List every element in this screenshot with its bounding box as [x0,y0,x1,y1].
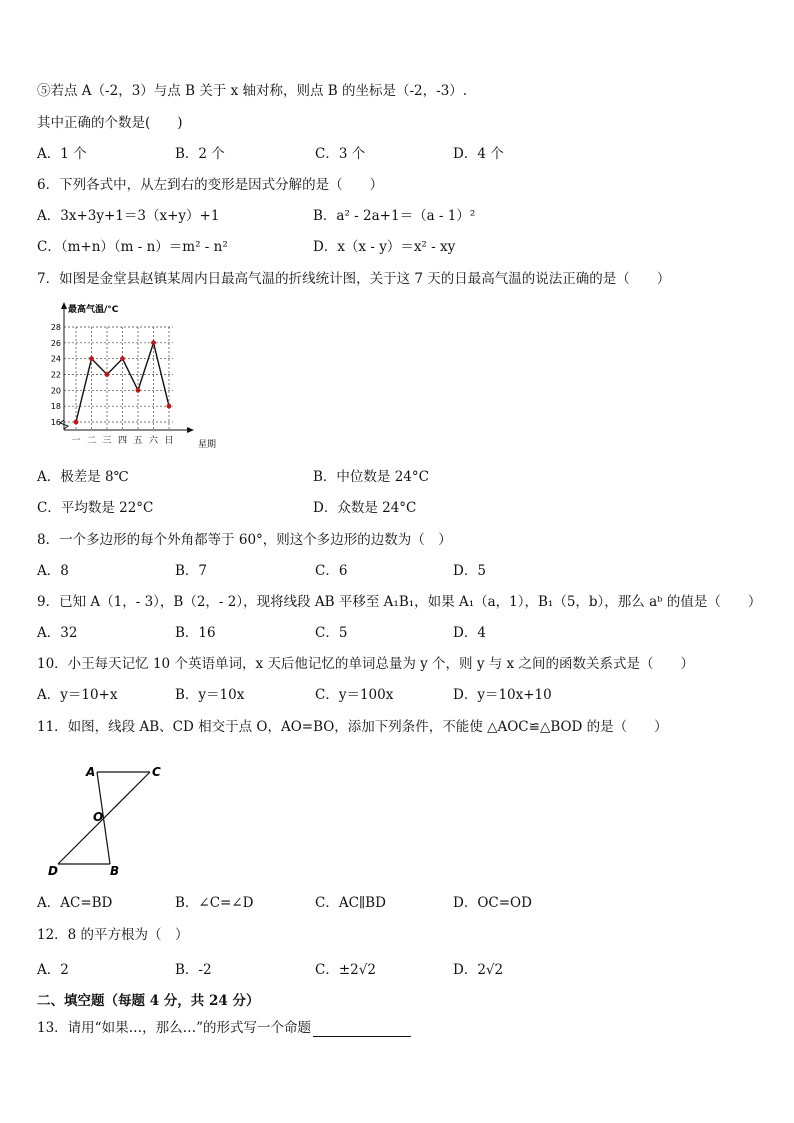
q9-option-c: C．5 [315,625,348,641]
q7-option-c: C．平均数是 22°C [37,500,154,516]
y-tick-label: 16 [50,418,61,427]
x-tick-label: 二 [86,436,97,446]
x-axis-label: 星期 [198,440,217,450]
data-point [167,404,172,409]
q6-option-b: B．a² - 2a+1＝（a - 1）² [313,208,476,224]
q6-option-c: C．（m+n）（m - n）＝m² - n² [37,239,228,255]
q12-stem: 12．8 的平方根为（ ） [37,927,189,943]
q8-option-a: A．8 [37,563,69,579]
q8-stem: 8．一个多边形的每个外角都等于 60°，则这个多边形的边数为（ ） [37,532,452,548]
y-axis-label: 最高气温/°C [68,305,119,315]
y-tick-label: 26 [50,338,61,348]
x-tick-label: 一 [71,436,81,446]
label-a: A [86,765,96,779]
label-d: D [48,864,58,878]
q5-statement5: ⑤若点 A（-2，3）与点 B 关于 x 轴对称，则点 B 的坐标是（-2，-3）. [37,83,468,99]
series-line [76,343,169,422]
q11-option-a: A．AC=BD [37,895,113,911]
segment-cd [58,772,150,864]
q6-option-d: D．x（x - y）＝x² - xy [313,239,456,255]
y-tick-label: 22 [50,370,61,380]
data-point [151,340,156,345]
q10-option-d: D．y＝10x+10 [453,687,552,703]
q11-geometry-figure [40,760,175,882]
q8-option-b: B．7 [175,563,208,579]
y-tick-label: 18 [50,402,61,412]
q5-ask: 其中正确的个数是( ) [37,115,183,131]
q10-option-c: C．y＝100x [315,687,394,703]
q11-option-d: D．OC=OD [453,895,532,911]
y-tick-label: 20 [50,386,61,396]
q5-option-c: C．3 个 [315,146,366,162]
q6-stem: 6．下列各式中，从左到右的变形是因式分解的是（ ） [37,177,384,193]
data-point [89,356,94,361]
q7-option-d: D．众数是 24°C [313,500,417,516]
q13-stem: 13．请用“如果…，那么…”的形式写一个命题 [37,1020,311,1036]
q9-option-d: D．4 [453,625,486,641]
q8-option-d: D．5 [453,563,486,579]
x-axis-arrow [187,427,194,433]
label-c: C [152,765,161,779]
x-tick-label: 四 [117,436,128,446]
q9-option-a: A．32 [37,625,78,641]
q10-option-a: A．y＝10+x [37,687,118,703]
q13-answer-blank[interactable] [313,1022,411,1037]
q10-option-b: B．y＝10x [175,687,245,703]
y-tick-label: 28 [50,323,61,332]
temperature-line-chart [40,300,230,455]
q5-option-a: A．1 个 [37,146,87,162]
q12-option-a: A．2 [37,962,69,978]
data-point [136,388,141,393]
data-point [105,372,110,377]
x-tick-label: 日 [164,436,174,446]
q13-line [37,1019,411,1037]
q7-option-a: A．极差是 8℃ [37,469,129,485]
q12-option-b: B．-2 [175,962,212,978]
q10-stem: 10．小王每天记忆 10 个英语单词，x 天后他记忆的单词总量为 y 个，则 y 与 x 之间的函数关系式是（ ） [37,656,694,672]
q12-option-c: C．±2√2 [315,962,376,978]
y-axis-arrow [61,302,67,309]
data-point [74,420,79,425]
q6-option-a: A．3x+3y+1＝3（x+y）+1 [37,208,220,224]
section-fill-in-title: 二、填空题（每题 4 分，共 24 分） [37,993,260,1009]
q12-option-d: D．2√2 [453,962,504,978]
q5-option-b: B．2 个 [175,146,225,162]
q11-stem: 11．如图，线段 AB、CD 相交于点 O，AO=BO，添加下列条件，不能使 △AOC≌△BOD 的是（ ） [37,719,668,735]
q11-option-b: B．∠C=∠D [175,895,254,911]
y-tick-label: 24 [50,354,61,364]
x-tick-label: 三 [102,436,112,446]
label-o: O [93,810,104,824]
data-point [120,356,125,361]
q5-option-d: D．4 个 [453,146,504,162]
q7-option-b: B．中位数是 24°C [313,469,429,485]
label-b: B [110,864,120,878]
q8-option-c: C．6 [315,563,348,579]
q11-option-c: C．AC∥BD [315,895,386,911]
q9-option-b: B．16 [175,625,216,641]
q7-stem: 7．如图是金堂县赵镇某周内日最高气温的折线统计图，关于这 7 天的日最高气温的说法正确的是（ ） [37,271,671,287]
q9-stem: 9．已知 A（1，- 3），B（2，- 2），现将线段 AB 平移至 A₁B₁，如果 A₁（a，1），B₁（5，b），那么 aᵇ 的值是（ ） [37,594,762,610]
x-tick-label: 五 [133,436,143,446]
x-tick-label: 六 [148,436,159,446]
